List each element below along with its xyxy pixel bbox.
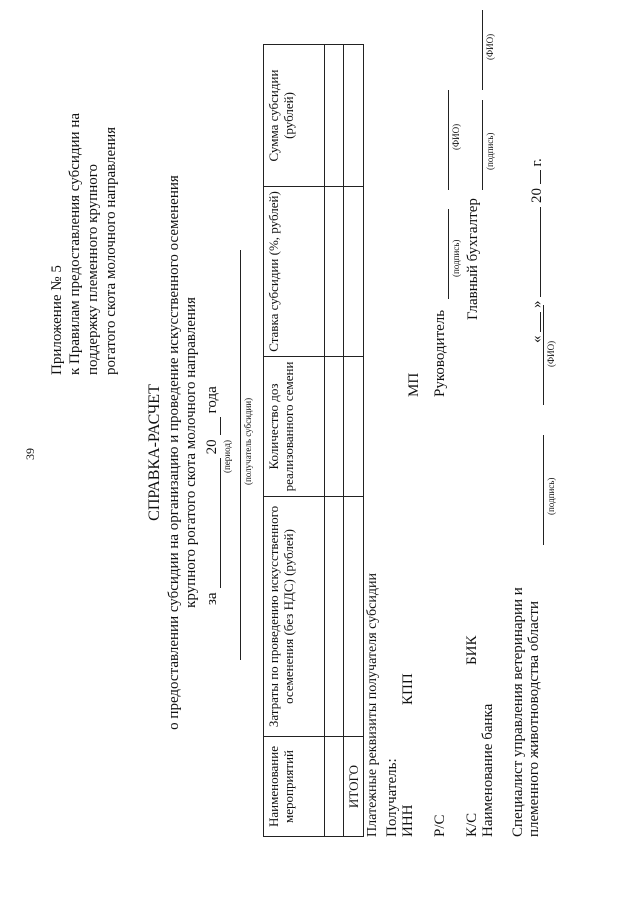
specialist-label-line1: Специалист управления ветеринарии и [510, 587, 526, 837]
period-line [204, 386, 221, 605]
table-cell [344, 45, 364, 187]
specialist-signature-caption: (подпись) [546, 477, 556, 515]
chief-accountant-label: Главный бухгалтер [465, 198, 481, 320]
specialist-name-caption: (ФИО) [546, 340, 556, 367]
appendix-line: рогатого скота молочного направления [103, 126, 119, 375]
period-blank [206, 458, 221, 588]
subtitle-line: крупного рогатого скота молочного направления [183, 297, 199, 608]
table-cell [344, 187, 364, 357]
period-prefix: за [204, 592, 220, 605]
table-cell [344, 497, 364, 737]
bank-name-label: Наименование банка [480, 703, 496, 837]
accountant-signature-line [482, 100, 483, 190]
bik-label: БИК [464, 635, 480, 665]
director-signature-caption: (подпись) [451, 239, 461, 277]
period-suffix: года [204, 386, 220, 414]
year-suffix-blank [526, 170, 541, 184]
appendix-header [48, 35, 120, 375]
document-subtitle [166, 130, 200, 775]
day-blank [526, 312, 541, 332]
account-label: Р/С [432, 814, 448, 837]
table-cell [325, 737, 344, 837]
specialist-signature-line [543, 435, 544, 545]
table-cell [344, 357, 364, 497]
period-year-prefix: 20 [204, 439, 220, 455]
subtitle-line: о предоставлении субсидии на организацию и проведение искусственного осеменения [166, 175, 182, 730]
table-cell [325, 187, 344, 357]
table-cell [325, 357, 344, 497]
table-header-cell: Затраты по проведению искусственного осеменения (без НДС) (рублей) [264, 497, 325, 737]
date-open-quote: « [529, 335, 545, 343]
table-header-row [264, 45, 325, 837]
total-label: ИТОГО [344, 737, 364, 837]
page-number: 39 [23, 448, 37, 460]
document-title: СПРАВКА-РАСЧЕТ [146, 384, 163, 521]
table-header-cell: Ставка субсидии (%, рублей) [264, 187, 325, 357]
recipient-caption: (получатель субсидии) [243, 397, 253, 485]
period-caption: (период) [222, 440, 232, 473]
table-header-cell: Количество доз реализованного семени [264, 357, 325, 497]
accountant-name-caption: (ФИО) [485, 33, 495, 60]
accountant-name-line [482, 10, 483, 90]
appendix-line: к Правилам предоставления субсидии на [67, 112, 83, 375]
recipient-blank-line [240, 250, 241, 660]
director-name-caption: (ФИО) [451, 123, 461, 150]
table-header-cell: Наименование мероприятий [264, 737, 325, 837]
inn-label: ИНН [400, 804, 416, 837]
year-blank [206, 417, 221, 435]
date-suffix: г. [529, 158, 545, 167]
director-name-line [448, 90, 449, 190]
date-year: 20 [529, 188, 545, 203]
director-signature-line [448, 209, 449, 299]
table-header-cell: Сумма субсидии (рублей) [264, 45, 325, 187]
specialist-label-line2: племенного животноводства области [526, 601, 542, 837]
payment-details-title: Платежные реквизиты получателя субсидии [365, 573, 380, 837]
mp-label: МП [406, 372, 422, 397]
kpp-label: КПП [400, 673, 416, 705]
date-line [526, 158, 546, 343]
month-blank [526, 207, 541, 297]
table-cell [325, 45, 344, 187]
table-row [325, 45, 344, 837]
director-label: Руководитель [432, 309, 448, 397]
corr-account-label: К/С [464, 812, 480, 837]
date-close-quote: » [529, 300, 545, 308]
subsidy-table [263, 44, 364, 837]
appendix-line: Приложение № 5 [49, 265, 65, 375]
accountant-signature-caption: (подпись) [485, 132, 495, 170]
recipient-label: Получатель: [384, 758, 400, 837]
table-cell [325, 497, 344, 737]
table-total-row [344, 45, 364, 837]
appendix-line: поддержку племенного крупного [85, 163, 101, 375]
